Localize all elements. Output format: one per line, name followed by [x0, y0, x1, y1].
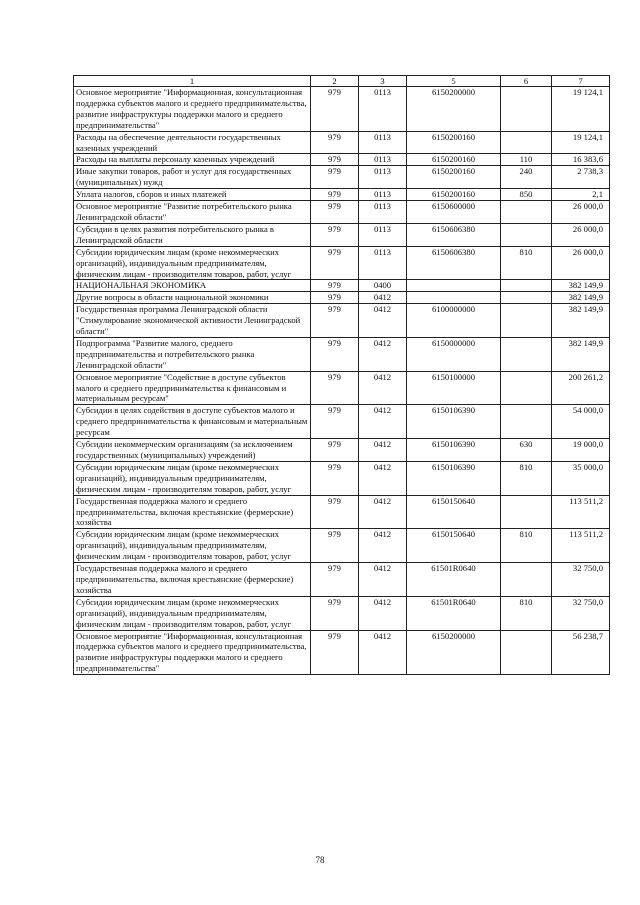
row-name-cell: Основное мероприятие "Информационная, консультационная поддержка субъектов малого и среднего предпринимательства, развитие инфраструктуры поддержки малого и среднего предпринимательства"	[74, 630, 311, 675]
expense-type-cell: 810	[501, 461, 552, 495]
section-code-cell: 0412	[359, 630, 407, 675]
budget-document	[73, 75, 609, 675]
grbs-code-cell: 979	[311, 461, 359, 495]
budget-table	[73, 75, 610, 675]
table-row	[74, 461, 610, 495]
table-row	[74, 563, 610, 597]
section-code-cell: 0412	[359, 337, 407, 371]
expense-type-cell	[501, 280, 552, 292]
expense-type-cell	[501, 495, 552, 529]
section-code-cell: 0412	[359, 405, 407, 439]
section-code-cell: 0412	[359, 563, 407, 597]
column-header: 2	[311, 76, 359, 87]
table-row	[74, 154, 610, 166]
target-article-cell: 6150200000	[407, 630, 501, 675]
target-article-cell: 6150150640	[407, 495, 501, 529]
grbs-code-cell: 979	[311, 529, 359, 563]
expense-type-cell: 630	[501, 439, 552, 462]
grbs-code-cell: 979	[311, 405, 359, 439]
table-row	[74, 246, 610, 280]
amount-cell: 382 149,9	[552, 304, 610, 338]
amount-cell: 35 000,0	[552, 461, 610, 495]
row-name-cell: Основное мероприятие "Содействие в доступе субъектов малого и среднего предпринимательства к финансовым и материальным ресурсам"	[74, 371, 311, 405]
grbs-code-cell: 979	[311, 154, 359, 166]
amount-cell: 382 149,9	[552, 280, 610, 292]
target-article-cell: 6150200160	[407, 154, 501, 166]
expense-type-cell: 240	[501, 166, 552, 189]
grbs-code-cell: 979	[311, 87, 359, 132]
section-code-cell: 0113	[359, 201, 407, 224]
amount-cell: 382 149,9	[552, 337, 610, 371]
expense-type-cell	[501, 223, 552, 246]
section-code-cell: 0113	[359, 131, 407, 154]
grbs-code-cell: 979	[311, 280, 359, 292]
amount-cell: 16 383,6	[552, 154, 610, 166]
section-code-cell: 0412	[359, 304, 407, 338]
section-code-cell: 0412	[359, 461, 407, 495]
section-code-cell: 0412	[359, 371, 407, 405]
grbs-code-cell: 979	[311, 223, 359, 246]
row-name-cell: Субсидии юридическим лицам (кроме некоммерческих организаций), индивидуальным предпринимателям, физическим лицам - производителям товаров, работ, услуг	[74, 596, 311, 630]
target-article-cell: 6150200160	[407, 131, 501, 154]
target-article-cell: 6150200160	[407, 189, 501, 201]
row-name-cell: Основное мероприятие "Развитие потребительского рынка Ленинградской области"	[74, 201, 311, 224]
grbs-code-cell: 979	[311, 337, 359, 371]
amount-cell: 2 738,3	[552, 166, 610, 189]
grbs-code-cell: 979	[311, 495, 359, 529]
grbs-code-cell: 979	[311, 201, 359, 224]
grbs-code-cell: 979	[311, 292, 359, 304]
amount-cell: 19 000,0	[552, 439, 610, 462]
expense-type-cell: 110	[501, 154, 552, 166]
target-article-cell: 6150606380	[407, 246, 501, 280]
section-code-cell: 0412	[359, 529, 407, 563]
target-article-cell: 61501R0640	[407, 596, 501, 630]
grbs-code-cell: 979	[311, 189, 359, 201]
row-name-cell: Субсидии юридическим лицам (кроме некоммерческих организаций), индивидуальным предпринимателям, физическим лицам - производителям товаров, работ, услуг	[74, 246, 311, 280]
amount-cell: 32 750,0	[552, 563, 610, 597]
target-article-cell: 6150200000	[407, 87, 501, 132]
table-row	[74, 304, 610, 338]
expense-type-cell	[501, 87, 552, 132]
row-name-cell: Субсидии в целях развития потребительского рынка в Ленинградской области	[74, 223, 311, 246]
column-header: 6	[501, 76, 552, 87]
target-article-cell: 61501R0640	[407, 563, 501, 597]
row-name-cell: Субсидии юридическим лицам (кроме некоммерческих организаций), индивидуальным предпринимателям, физическим лицам - производителям товаров, работ, услуг	[74, 529, 311, 563]
section-code-cell: 0113	[359, 189, 407, 201]
section-code-cell: 0412	[359, 439, 407, 462]
row-name-cell: Расходы на обеспечение деятельности государственных казенных учреждений	[74, 131, 311, 154]
grbs-code-cell: 979	[311, 439, 359, 462]
amount-cell: 2,1	[552, 189, 610, 201]
target-article-cell: 6100000000	[407, 304, 501, 338]
table-row	[74, 131, 610, 154]
column-header: 1	[74, 76, 311, 87]
amount-cell: 19 124,1	[552, 131, 610, 154]
table-row	[74, 87, 610, 132]
table-row	[74, 596, 610, 630]
amount-cell: 382 149,9	[552, 292, 610, 304]
section-code-cell: 0412	[359, 596, 407, 630]
table-row	[74, 630, 610, 675]
amount-cell: 113 511,2	[552, 529, 610, 563]
row-name-cell: Субсидии некоммерческим организациям (за исключением государственных (муниципальных) учреждений)	[74, 439, 311, 462]
column-header: 3	[359, 76, 407, 87]
amount-cell: 54 000,0	[552, 405, 610, 439]
table-row	[74, 529, 610, 563]
row-name-cell: Субсидии в целях содействия в доступе субъектов малого и среднего предпринимательства к финансовым и материальным ресурсам	[74, 405, 311, 439]
target-article-cell	[407, 292, 501, 304]
target-article-cell: 6150100000	[407, 371, 501, 405]
grbs-code-cell: 979	[311, 371, 359, 405]
target-article-cell	[407, 280, 501, 292]
amount-cell: 26 000,0	[552, 201, 610, 224]
target-article-cell: 6150150640	[407, 529, 501, 563]
row-name-cell: НАЦИОНАЛЬНАЯ ЭКОНОМИКА	[74, 280, 311, 292]
amount-cell: 19 124,1	[552, 87, 610, 132]
row-name-cell: Уплата налогов, сборов и иных платежей	[74, 189, 311, 201]
section-code-cell: 0113	[359, 246, 407, 280]
row-name-cell: Субсидии юридическим лицам (кроме некоммерческих организаций), индивидуальным предпринимателям, физическим лицам - производителям товаров, работ, услуг	[74, 461, 311, 495]
target-article-cell: 6150000000	[407, 337, 501, 371]
table-row	[74, 337, 610, 371]
page-number: 78	[315, 855, 325, 865]
target-article-cell: 6150606380	[407, 223, 501, 246]
grbs-code-cell: 979	[311, 304, 359, 338]
expense-type-cell	[501, 292, 552, 304]
expense-type-cell: 810	[501, 596, 552, 630]
expense-type-cell	[501, 201, 552, 224]
grbs-code-cell: 979	[311, 563, 359, 597]
grbs-code-cell: 979	[311, 246, 359, 280]
section-code-cell: 0412	[359, 495, 407, 529]
row-name-cell: Государственная поддержка малого и среднего предпринимательства, включая крестьянские (фермерские) хозяйства	[74, 563, 311, 597]
expense-type-cell: 850	[501, 189, 552, 201]
amount-cell: 56 238,7	[552, 630, 610, 675]
row-name-cell: Подпрограмма "Развитие малого, среднего предпринимательства и потребительского рынка Ленинградской области"	[74, 337, 311, 371]
amount-cell: 26 000,0	[552, 246, 610, 280]
section-code-cell: 0113	[359, 87, 407, 132]
table-row	[74, 439, 610, 462]
table-row	[74, 405, 610, 439]
table-row	[74, 371, 610, 405]
column-header: 7	[552, 76, 610, 87]
target-article-cell: 6150106390	[407, 461, 501, 495]
section-code-cell: 0400	[359, 280, 407, 292]
expense-type-cell	[501, 371, 552, 405]
target-article-cell: 6150106390	[407, 439, 501, 462]
section-code-cell: 0113	[359, 154, 407, 166]
section-code-cell: 0113	[359, 166, 407, 189]
amount-cell: 200 261,2	[552, 371, 610, 405]
expense-type-cell: 810	[501, 246, 552, 280]
expense-type-cell: 810	[501, 529, 552, 563]
expense-type-cell	[501, 563, 552, 597]
target-article-cell: 6150106390	[407, 405, 501, 439]
column-header: 5	[407, 76, 501, 87]
expense-type-cell	[501, 131, 552, 154]
grbs-code-cell: 979	[311, 630, 359, 675]
table-row	[74, 280, 610, 292]
expense-type-cell	[501, 304, 552, 338]
grbs-code-cell: 979	[311, 131, 359, 154]
table-row	[74, 201, 610, 224]
table-row	[74, 166, 610, 189]
expense-type-cell	[501, 337, 552, 371]
row-name-cell: Иные закупки товаров, работ и услуг для государственных (муниципальных) нужд	[74, 166, 311, 189]
section-code-cell: 0412	[359, 292, 407, 304]
expense-type-cell	[501, 405, 552, 439]
section-code-cell: 0113	[359, 223, 407, 246]
table-row	[74, 292, 610, 304]
amount-cell: 26 000,0	[552, 223, 610, 246]
table-row	[74, 189, 610, 201]
expense-type-cell	[501, 630, 552, 675]
table-header-row	[74, 76, 610, 87]
row-name-cell: Государственная поддержка малого и среднего предпринимательства, включая крестьянские (фермерские) хозяйства	[74, 495, 311, 529]
table-row	[74, 495, 610, 529]
row-name-cell: Другие вопросы в области национальной экономики	[74, 292, 311, 304]
target-article-cell: 6150600000	[407, 201, 501, 224]
row-name-cell: Государственная программа Ленинградской области "Стимулирование экономической активности Ленинградской области"	[74, 304, 311, 338]
row-name-cell: Расходы на выплаты персоналу казенных учреждений	[74, 154, 311, 166]
grbs-code-cell: 979	[311, 166, 359, 189]
amount-cell: 32 750,0	[552, 596, 610, 630]
grbs-code-cell: 979	[311, 596, 359, 630]
table-row	[74, 223, 610, 246]
amount-cell: 113 511,2	[552, 495, 610, 529]
row-name-cell: Основное мероприятие "Информационная, консультационная поддержка субъектов малого и среднего предпринимательства, развитие инфраструктуры поддержки малого и среднего предпринимательства"	[74, 87, 311, 132]
target-article-cell: 6150200160	[407, 166, 501, 189]
